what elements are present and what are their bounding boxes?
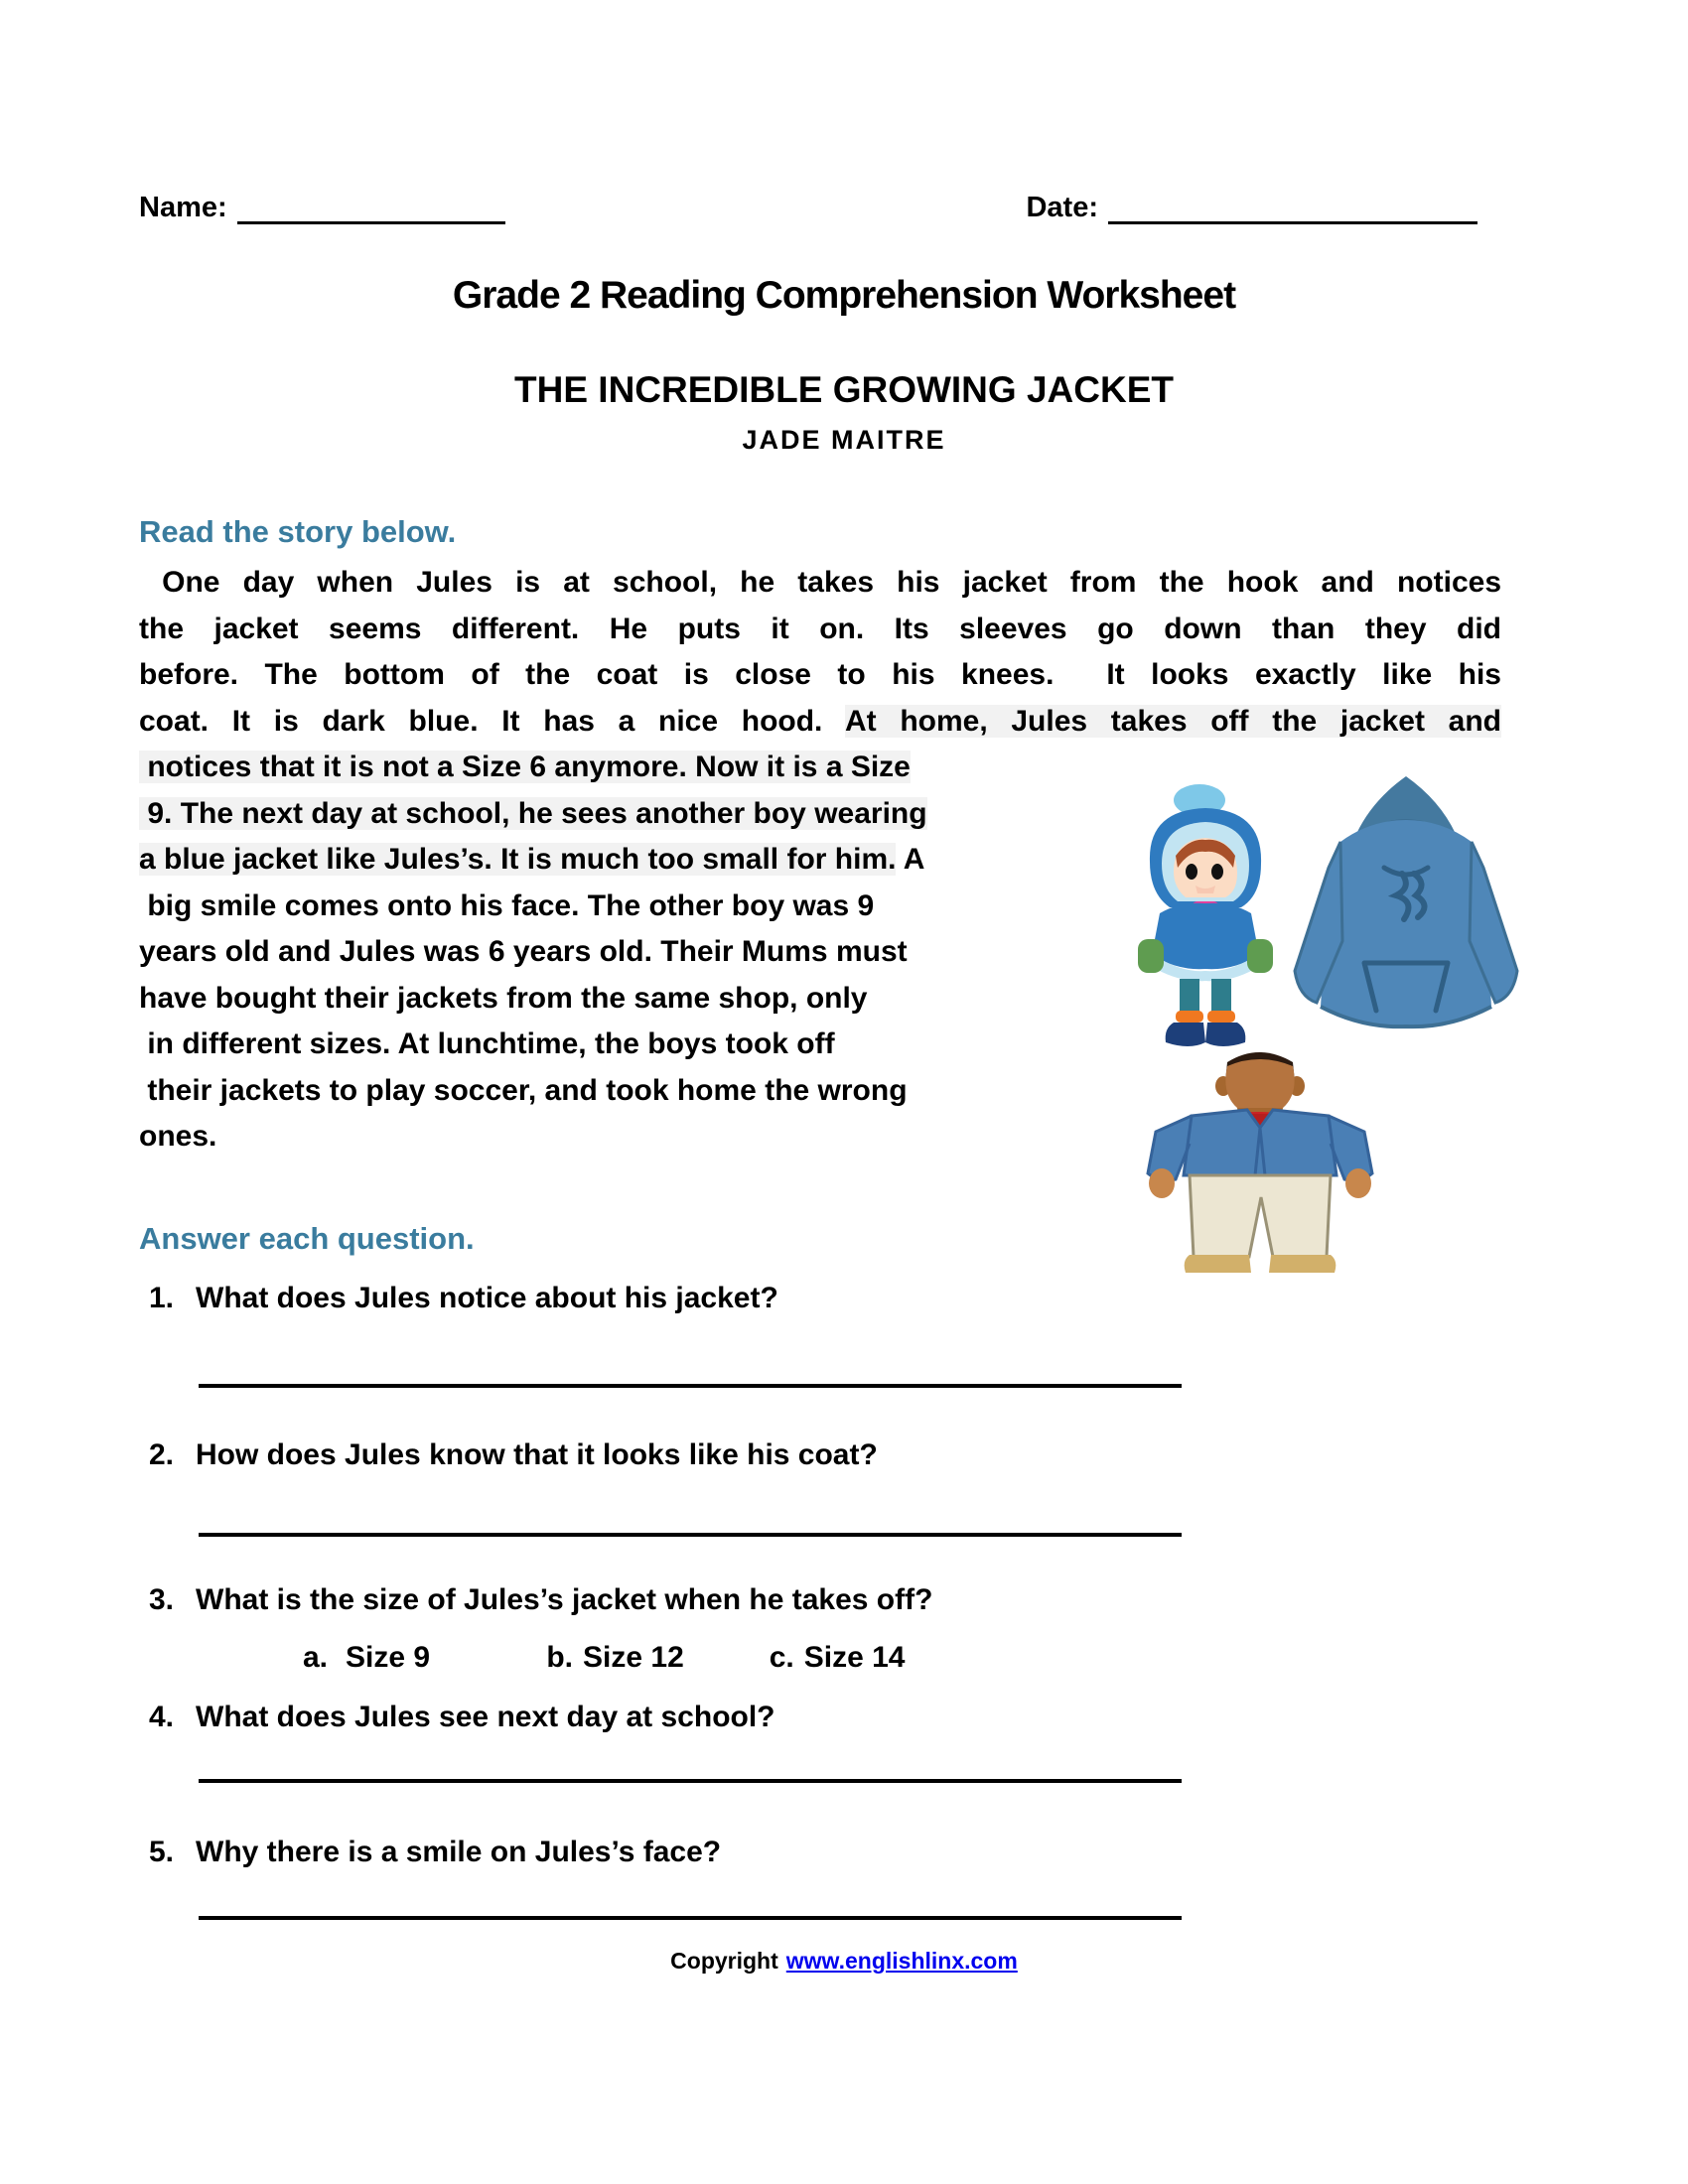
question-1 <box>139 1279 1251 1318</box>
story-text-segment: ones. <box>139 1120 217 1153</box>
name-label: Name: <box>139 192 227 223</box>
choice-text: Size 9 <box>346 1641 431 1674</box>
story-line <box>139 607 1501 653</box>
story-author: JADE MAITRE <box>742 425 946 455</box>
question-text: What does Jules notice about his jacket? <box>196 1282 778 1314</box>
choice-text: Size 14 <box>803 1641 906 1674</box>
story-highlighted-text: At home, Jules takes off the jacket and <box>844 704 1501 738</box>
story-text-segment: have bought their jackets from the same shop, only <box>139 981 868 1015</box>
header-row <box>139 191 1477 224</box>
questions-section <box>139 1279 1251 1920</box>
story-text-segment: before. The bottom of the coat is close to his knees. It looks exactly like his <box>139 658 1501 691</box>
story-highlighted-text: notices that it is not a Size 6 anymore. Now it is a Size <box>139 751 911 783</box>
choice-a <box>303 1638 538 1678</box>
read-story-heading: Read the story below. <box>139 514 457 549</box>
choice-text: Size 12 <box>583 1641 684 1674</box>
question-number: 3. <box>149 1583 175 1616</box>
choice-label: a. <box>303 1641 329 1674</box>
choice-b <box>546 1638 761 1678</box>
answer-questions-heading: Answer each question. <box>139 1221 475 1256</box>
question-3 <box>139 1580 1251 1620</box>
choice-label: c. <box>769 1641 794 1674</box>
story-line <box>139 560 1501 607</box>
name-field <box>139 191 505 224</box>
copyright-link[interactable]: www.englishlinx.com <box>785 1948 1018 1974</box>
story-text-segment: big smile comes onto his face. The other boy was 9 <box>139 888 875 922</box>
date-label: Date: <box>1026 192 1098 223</box>
question-3-choices <box>303 1638 1251 1678</box>
story-text-segment: the jacket seems different. He puts it on. Its sleeves go down than they did <box>139 612 1501 645</box>
answer-blank-line <box>199 1384 1182 1388</box>
story-line <box>139 699 1501 746</box>
question-text: What does Jules see next day at school? <box>196 1701 775 1733</box>
story-text-segment: One day when Jules is at school, he takes his jacket from the hook and notices <box>139 566 1501 599</box>
boy-in-denim-jacket-illustration <box>1132 1048 1388 1283</box>
child-in-winter-jacket-illustration <box>1130 780 1281 1054</box>
question-number: 2. <box>149 1438 175 1471</box>
story-text-segment: their jackets to play soccer, and took home the wrong <box>139 1073 908 1107</box>
story-title: THE INCREDIBLE GROWING JACKET <box>514 369 1174 410</box>
name-blank-line <box>237 191 505 224</box>
choice-label: b. <box>546 1641 574 1674</box>
choice-c <box>770 1638 906 1678</box>
story-text-segment: coat. It is dark blue. It has a nice hood. <box>139 704 845 738</box>
copyright-label: Copyright <box>670 1948 778 1974</box>
story-line <box>139 652 1501 699</box>
question-number: 4. <box>149 1701 175 1733</box>
story-highlighted-text: a blue jacket like Jules’s. It is much too small for him. <box>139 843 897 876</box>
question-text: What is the size of Jules’s jacket when he takes off? <box>196 1583 933 1616</box>
blue-hoodie-illustration <box>1281 772 1531 1042</box>
question-4 <box>139 1698 1251 1737</box>
copyright-line <box>0 1948 1688 1975</box>
question-text: Why there is a smile on Jules’s face? <box>196 1836 722 1868</box>
story-highlighted-text: 9. The next day at school, he sees another boy wearing <box>139 796 927 830</box>
question-text: How does Jules know that it looks like his coat? <box>196 1438 878 1471</box>
question-number: 5. <box>149 1836 175 1868</box>
date-field <box>1026 191 1477 224</box>
story-text-segment: A <box>896 843 925 876</box>
answer-blank-line <box>199 1916 1182 1920</box>
page-title: Grade 2 Reading Comprehension Worksheet <box>452 274 1236 317</box>
date-blank-line <box>1108 191 1477 224</box>
answer-blank-line <box>199 1779 1182 1783</box>
answer-blank-line <box>199 1533 1182 1537</box>
question-5 <box>139 1833 1251 1872</box>
story-text-segment: in different sizes. At lunchtime, the boys took off <box>139 1027 835 1060</box>
question-number: 1. <box>149 1282 175 1314</box>
story-text-segment: years old and Jules was 6 years old. Their Mums must <box>139 935 908 968</box>
question-2 <box>139 1435 1251 1475</box>
